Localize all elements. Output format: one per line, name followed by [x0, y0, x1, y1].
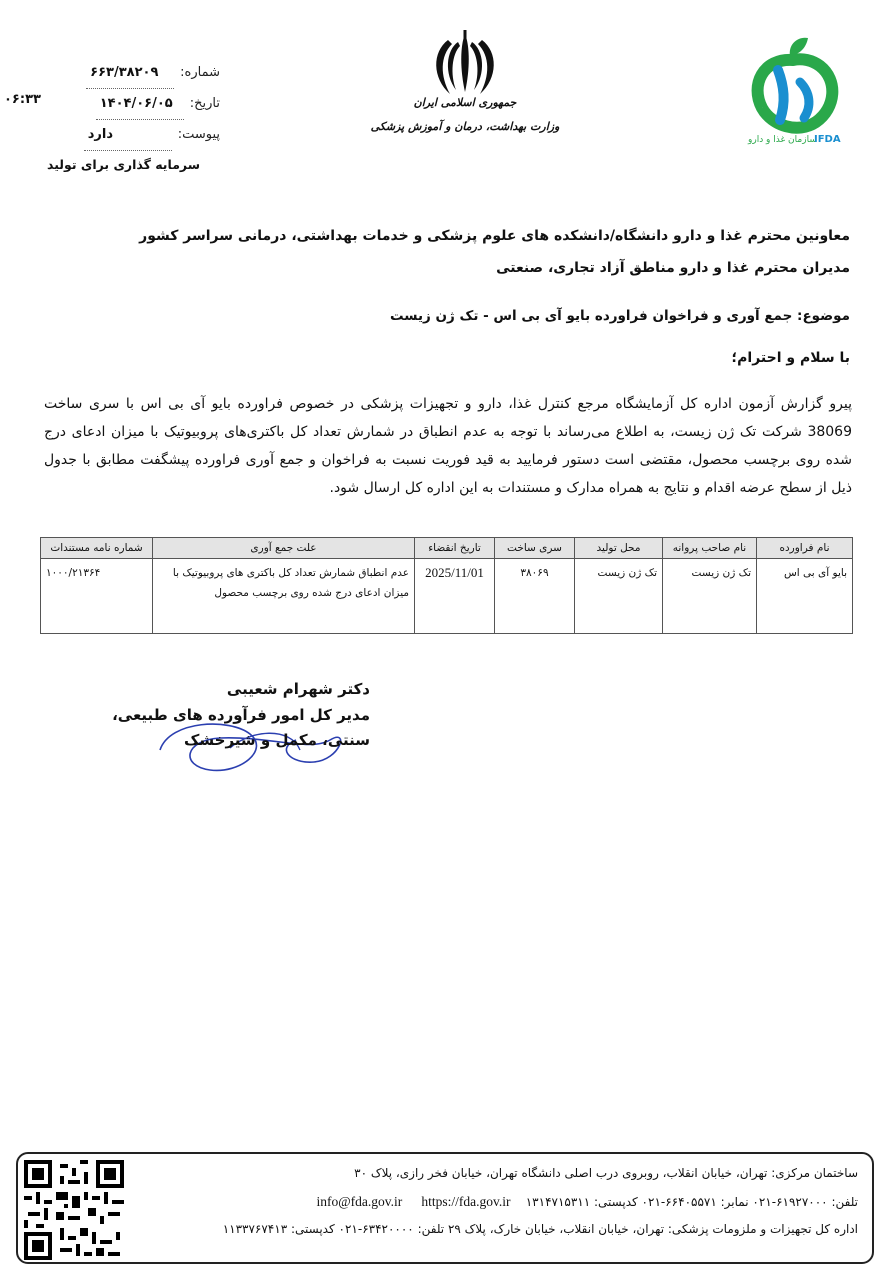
greeting: با سلام و احترام؛	[731, 350, 850, 366]
cell-product: بایو آی بی اس	[757, 559, 853, 634]
footer-contact-row	[316, 1194, 858, 1210]
attachment-row	[40, 120, 220, 151]
ifda-logo-icon	[728, 30, 858, 150]
ministry-name: وزارت بهداشت، درمان و آموزش پزشکی	[370, 120, 560, 133]
col-header-license-holder: نام صاحب پروانه	[663, 538, 757, 559]
letter-time: ۰۶:۳۳	[4, 92, 41, 107]
letter-date: ۱۴۰۴/۰۶/۰۵	[96, 89, 184, 120]
letter-subject: موضوع: جمع آوری و فراخوان فراورده بایو آی بی اس - تک ژن زیست	[389, 308, 850, 324]
attachment-value: دارد	[84, 120, 172, 151]
signer-name: دکتر شهرام شعیبی	[226, 680, 370, 698]
cell-batch: ۳۸۰۶۹	[495, 559, 575, 634]
recall-table	[40, 537, 853, 634]
col-header-doc-number: شماره نامه مستندات	[41, 538, 153, 559]
addressee-line-2: مدیران محترم غذا و دارو مناطق آزاد تجاری، صنعتی	[496, 260, 850, 276]
signature-block	[100, 680, 370, 780]
signer-title-line-1: مدیر کل امور فرآورده های طبیعی،	[112, 706, 370, 724]
footer-address-central: ساختمان مرکزی: تهران، خیابان انقلاب، روبروی درب اصلی دانشگاه تهران، خیابان فخر رازی، پلاک ۳۰	[354, 1166, 858, 1180]
qr-code-icon	[24, 1160, 124, 1260]
letter-number: ۶۶۳/۳۸۲۰۹	[86, 58, 174, 89]
number-row	[40, 58, 220, 89]
col-header-batch: سری ساخت	[495, 538, 575, 559]
cell-expiry: 2025/11/01	[415, 559, 495, 634]
letter-meta	[40, 58, 220, 151]
col-header-expiry: تاریخ انقضاء	[415, 538, 495, 559]
letter-footer	[16, 1152, 874, 1264]
letter-body: پیرو گزارش آزمون اداره کل آزمایشگاه مرجع کنترل غذا، دارو و تجهیزات پزشکی در خصوص فراورده بایو آی بی اس با سری ساخت 38069 شرکت تک ژن زیست، به اطلاع می‌رساند با توجه به عدم انطباق در شمارش تعداد کل باکتری‌های پروبیوتیک با میزان ادعای درج شده روی برچسب محصول، مقتضی است دستور فرمایید به قید فوریت نسبت به فراخوان و جمع آوری فراورده پیشگفت مطابق با جدول ذیل از سطح عرضه اقدام و نتایج به همراه مدارک و مستندات به این اداره کل ارسال شود.	[44, 396, 852, 496]
footer-email-link[interactable]: info@fda.gov.ir	[316, 1194, 403, 1209]
col-header-product: نام فراورده	[757, 538, 853, 559]
cell-license-holder: تک ژن زیست	[663, 559, 757, 634]
footer-phones: تلفن: ۶۱۹۲۷۰۰۰-۰۲۱ نمابر: ۶۶۴۰۵۵۷۱-۰۲۱ کدپستی: ۱۳۱۴۷۱۵۳۱۱	[525, 1195, 858, 1209]
org-logo-abbr: IFDA	[814, 134, 841, 145]
table-header-row	[41, 538, 853, 559]
attachment-label: پیوست:	[177, 127, 220, 142]
addressee-line-1: معاونین محترم غذا و دارو دانشگاه/دانشکده های علوم پزشکی و خدمات بهداشتی، درمانی سراسر کشور	[139, 228, 850, 244]
iran-emblem-icon	[420, 30, 510, 100]
cell-production-site: تک ژن زیست	[575, 559, 663, 634]
footer-website-link[interactable]: https://fda.gov.ir	[421, 1194, 511, 1209]
year-slogan: سرمایه گذاری برای تولید	[46, 157, 200, 172]
government-name: جمهوری اسلامی ایران	[413, 96, 517, 109]
col-header-production-site: محل تولید	[575, 538, 663, 559]
col-header-reason: علت جمع آوری	[153, 538, 415, 559]
table-row	[41, 559, 853, 634]
cell-reason: عدم انطباق شمارش تعداد کل باکتری های پروبیوتیک با میزان ادعای درج شده روی برچسب محصول	[153, 559, 415, 634]
footer-address-equipment: اداره کل تجهیزات و ملزومات پزشکی: تهران، خیابان انقلاب، خیابان خارک، پلاک ۲۹ تلفن: ۶۳۴۲۰۰۰۰-۰۲۱ کدپستی: ۱۱۳۳۷۶۷۴۱۳	[222, 1222, 858, 1236]
number-label: شماره:	[180, 65, 220, 80]
signer-title-line-2: سنتی، مکمل و شیرخشک	[184, 731, 370, 749]
date-label: تاریخ:	[189, 96, 220, 111]
cell-doc-number: ۱۰۰۰/۲۱۳۶۴	[41, 559, 153, 634]
org-logo-caption: سازمان غذا و دارو	[748, 135, 817, 145]
date-row	[40, 89, 220, 120]
